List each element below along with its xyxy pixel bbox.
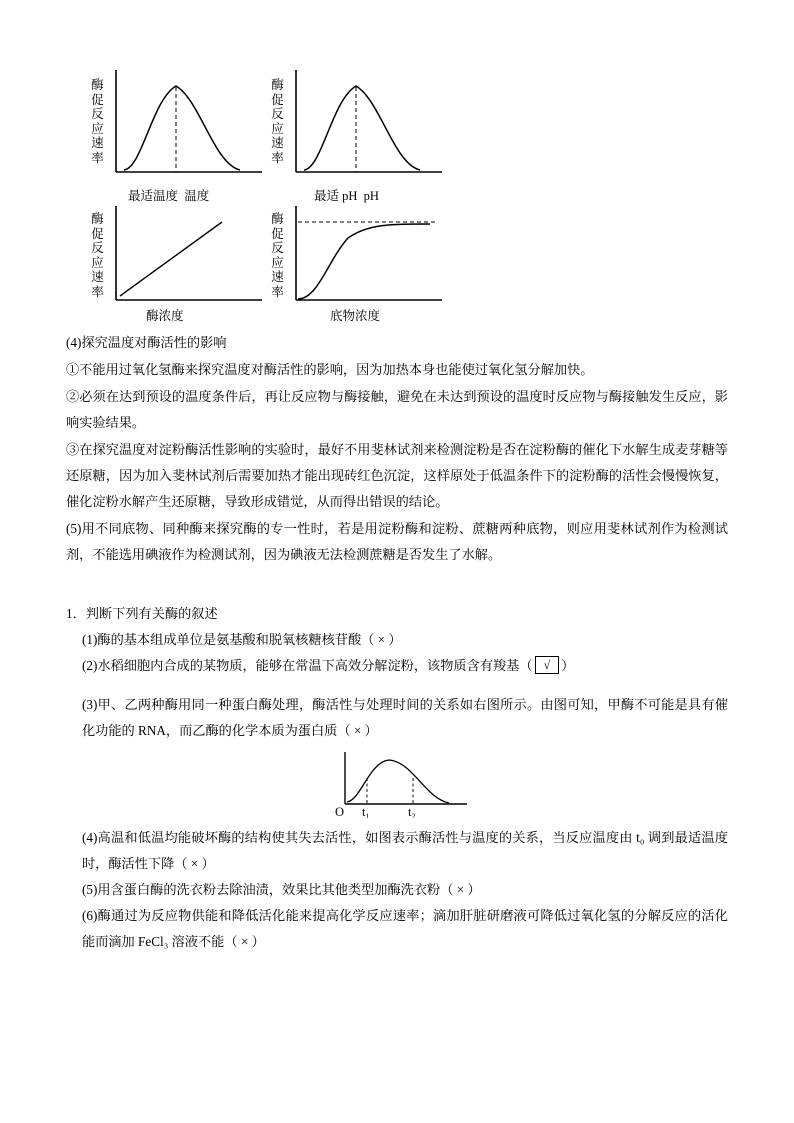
exercise-item-6 [66, 903, 728, 955]
exercise-item-2-mark: √ [535, 656, 560, 674]
figure-group [66, 60, 728, 330]
exercise-item-1-mark: × [377, 632, 386, 647]
chart-substrate-concentration-plot [270, 200, 450, 320]
exercise-item-1 [66, 627, 728, 653]
exercise-heading [66, 601, 728, 627]
chart-ph-plot [270, 60, 450, 190]
exercise-item-2-text: (2)水稻细胞内合成的某物质，能够在常温下高效分解淀粉，该物质含有羧基（ [82, 658, 533, 673]
exercise-item-4-mark: × [190, 856, 199, 871]
svg-text:t₁: t₁ [362, 805, 370, 818]
exercise-item-6-tail: ） [251, 934, 265, 949]
exercise-item-5-tail: ） [467, 882, 481, 897]
exercise-item-6-text: (6)酶通过为反应物供能和降低活化能来提高化学反应速率；滴加肝脏研磨液可降低过氧化氢的分解反应的活化能而滴加 FeCl₃ 溶液不能（ [82, 908, 728, 949]
exercise-item-5-mark: × [456, 882, 465, 897]
chart-substrate-concentration-xlabel: 底物浓度 [330, 309, 381, 323]
chart-ph [270, 60, 450, 203]
exercise-number: 1． [66, 606, 86, 621]
exercise-item-1-text: (1)酶的基本组成单位是氨基酸和脱氧核糖核苷酸（ [82, 632, 375, 647]
section-paragraph-1: ①不能用过氧化氢酶来探究温度对酶活性的影响，因为加热本身也能使过氧化氢分解加快。 [66, 362, 594, 377]
svg-text:t₂: t₂ [408, 805, 416, 818]
chart-enzyme-activity-time-plot [327, 748, 477, 818]
section-body [66, 330, 728, 568]
chart-ph-ylabel: 酶 促 反 应 速 率 [271, 78, 284, 165]
exercise-item-1-tail: ） [388, 632, 402, 647]
exercise-item-5 [66, 877, 728, 903]
chart-ph-annotation: 最适 pH pH [314, 189, 379, 203]
exercise-item-2 [66, 653, 728, 679]
chart-enzyme-concentration-ylabel: 酶 促 反 应 速 率 [91, 212, 104, 299]
chart-enzyme-concentration-xlabel: 酶浓度 [146, 309, 184, 323]
chart-enzyme-activity-time [327, 748, 467, 823]
chart-substrate-concentration-ylabel: 酶 促 反 应 速 率 [271, 212, 284, 299]
section-heading: (4)探究温度对酶活性的影响 [66, 335, 227, 350]
exercise-item-6-mark: × [240, 934, 249, 949]
exercise-title: 判断下列有关酶的叙述 [85, 606, 218, 621]
chart-enzyme-concentration [90, 200, 270, 323]
chart-substrate-concentration [270, 200, 450, 323]
section-paragraph-3: ③在探究温度对淀粉酶活性影响的实验时，最好不用斐林试剂来检测淀粉是否在淀粉酶的催化下水解生成麦芽糖等还原糖，因为加入斐林试剂后需要加热才能出现砖红色沉淀，这样原处于低温条件下的淀粉酶的活性会慢慢恢复，催化淀粉水解产生还原糖，导致形成错觉，从而得出错误的结论。 [66, 442, 728, 509]
svg-text:O: O [335, 805, 345, 818]
spacer [66, 679, 728, 692]
spacer [66, 569, 728, 595]
chart-temperature [90, 60, 270, 203]
exercise-item-3-mark: × [353, 723, 362, 738]
exercise-item-3-text: (3)甲、乙两种酶用同一种蛋白酶处理，酶活性与处理时间的关系如右图所示。由图可知，甲酶不可能是具有催化功能的 RNA，而乙酶的化学本质为蛋白质（ [82, 697, 728, 738]
chart-temperature-ylabel: 酶 促 反 应 速 率 [91, 78, 104, 165]
section-paragraph-2: ②必须在达到预设的温度条件后，再让反应物与酶接触，避免在未达到预设的温度时反应物与酶接触发生反应，影响实验结果。 [66, 389, 728, 430]
chart-enzyme-concentration-plot [90, 200, 270, 320]
exercise-item-4 [66, 825, 728, 877]
section-paragraph-4: (5)用不同底物、同种酶来探究酶的专一性时，若是用淀粉酶和淀粉、蔗糖两种底物，则应用斐林试剂作为检测试剂，不能选用碘液作为检测试剂，因为碘液无法检测蔗糖是否发生了水解。 [66, 521, 728, 562]
chart-temperature-annotation: 最适温度 温度 [128, 189, 210, 203]
exercise-item-3 [66, 692, 728, 744]
exercise-item-4-tail: ） [201, 856, 215, 871]
exercise-item-3-tail: ） [364, 723, 378, 738]
exercise-item-2-tail: ） [561, 658, 575, 673]
exercise-item-4-text: (4)高温和低温均能破坏酶的结构使其失去活性，如图表示酶活性与温度的关系，当反应温度由 t₀ 调到最适温度时，酶活性下降（ [82, 830, 728, 871]
chart-temperature-plot [90, 60, 270, 190]
exercise-item-5-text: (5)用含蛋白酶的洗衣粉去除油渍，效果比其他类型加酶洗衣粉（ [82, 882, 454, 897]
